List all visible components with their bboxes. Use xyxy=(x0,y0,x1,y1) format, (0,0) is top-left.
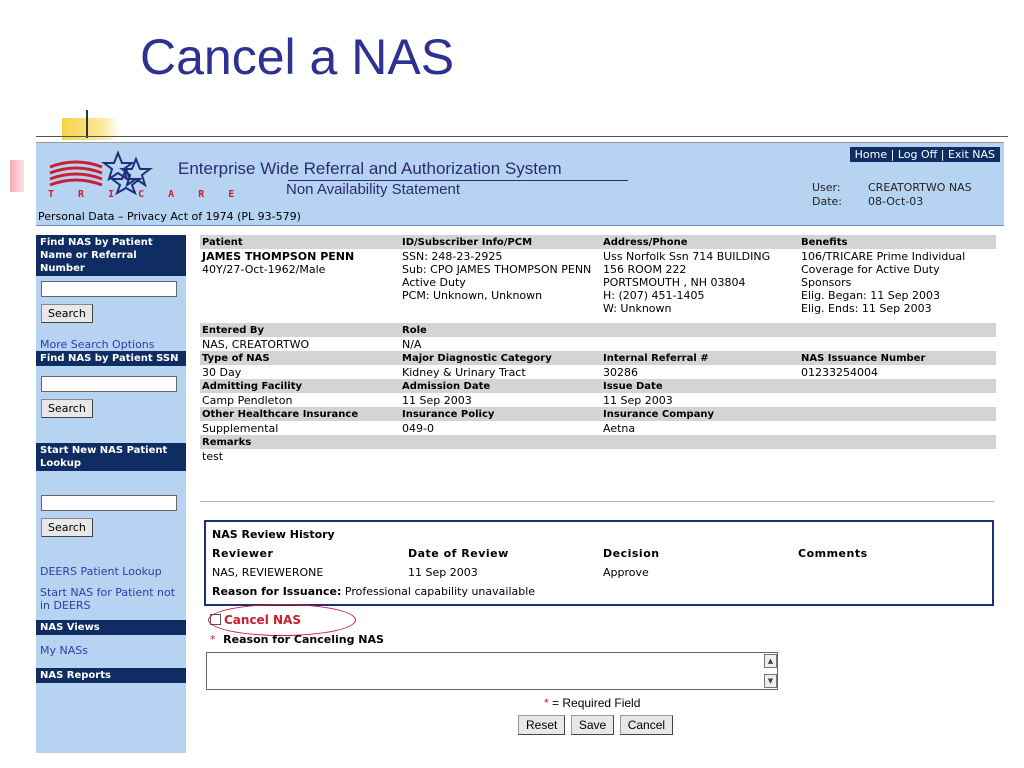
decorative-accent xyxy=(10,160,24,192)
table-row xyxy=(200,407,996,421)
internal-referral-header: Internal Referral # xyxy=(601,351,799,365)
system-subtitle: Non Availability Statement xyxy=(286,181,460,198)
address-line: 156 ROOM 222 xyxy=(603,263,687,276)
issue-date-header: Issue Date xyxy=(601,379,799,393)
type-header: Type of NAS xyxy=(200,351,400,365)
role-header: Role xyxy=(400,323,601,337)
id-header: ID/Subscriber Info/PCM xyxy=(400,235,601,249)
table-row xyxy=(200,365,996,379)
ohi-value: Supplemental xyxy=(202,422,279,435)
system-title: Enterprise Wide Referral and Authorization System xyxy=(178,159,562,178)
review-history-panel xyxy=(204,520,994,606)
role-value: N/A xyxy=(402,338,422,351)
user-value: CREATORTWO NAS xyxy=(868,181,972,194)
table-row xyxy=(200,249,996,323)
table-row xyxy=(200,421,996,435)
patient-lookup-button[interactable]: Search xyxy=(41,518,93,537)
required-field-note: * = Required Field xyxy=(544,696,641,710)
issue-date-value: 11 Sep 2003 xyxy=(603,394,673,407)
eligibility-ends: Elig. Ends: 11 Sep 2003 xyxy=(801,302,932,315)
comments-column-header: Comments xyxy=(798,547,868,560)
entered-by-header: Entered By xyxy=(200,323,400,337)
ssn-search-button[interactable]: Search xyxy=(41,399,93,418)
company-header: Insurance Company xyxy=(601,407,799,421)
decision-column-header: Decision xyxy=(603,547,660,560)
user-label: User: xyxy=(812,181,841,194)
work-phone: W: Unknown xyxy=(603,302,672,315)
table-row xyxy=(200,235,996,249)
deers-lookup-link[interactable]: DEERS Patient Lookup xyxy=(40,565,162,578)
reviewer-column-header: Reviewer xyxy=(212,547,274,560)
find-by-name-heading: Find NAS by Patient Name or Referral Number xyxy=(36,235,186,276)
policy-header: Insurance Policy xyxy=(400,407,601,421)
table-row xyxy=(200,337,996,351)
start-new-nas-heading: Start New NAS Patient Lookup xyxy=(36,443,186,471)
issuance-reason xyxy=(212,585,535,598)
sidebar xyxy=(36,235,186,753)
issuance-reason-value: Professional capability unavailable xyxy=(344,585,536,598)
mdc-value: Kidney & Urinary Tract xyxy=(402,366,526,379)
scroll-up-icon[interactable]: ▲ xyxy=(764,654,777,668)
pcm-value: PCM: Unknown, Unknown xyxy=(402,289,543,302)
nas-views-heading: NAS Views xyxy=(36,620,186,635)
duty-value: Active Duty xyxy=(402,276,466,289)
cancel-reason-label: * Reason for Canceling NAS xyxy=(210,633,384,646)
nas-reports-heading: NAS Reports xyxy=(36,668,186,683)
facility-value: Camp Pendleton xyxy=(202,394,293,407)
type-value: 30 Day xyxy=(202,366,242,379)
address-header: Address/Phone xyxy=(601,235,799,249)
my-nass-link[interactable]: My NASs xyxy=(40,644,88,657)
find-by-ssn-heading: Find NAS by Patient SSN xyxy=(36,351,186,366)
benefits-line: Sponsors xyxy=(801,276,852,289)
cancel-nas-option[interactable] xyxy=(210,613,301,627)
name-search-button[interactable]: Search xyxy=(41,304,93,323)
issuance-reason-label: Reason for Issuance: xyxy=(212,585,342,598)
tricare-wordmark: T R I C A R E xyxy=(48,189,244,200)
application-window xyxy=(36,142,1004,753)
main-content xyxy=(200,235,1000,732)
mdc-header: Major Diagnostic Category xyxy=(400,351,601,365)
cancel-button[interactable]: Cancel xyxy=(620,715,673,735)
section-divider xyxy=(200,501,994,502)
address-line: Uss Norfolk Ssn 714 BUILDING xyxy=(603,250,771,263)
admission-value: 11 Sep 2003 xyxy=(402,394,472,407)
top-navigation: Home | Log Off | Exit NAS xyxy=(850,147,1000,162)
review-date-value: 11 Sep 2003 xyxy=(408,566,478,579)
ssn-search-input[interactable] xyxy=(41,376,177,392)
textarea-scrollbar[interactable] xyxy=(763,653,777,689)
home-phone: H: (207) 451-1405 xyxy=(603,289,705,302)
date-column-header: Date of Review xyxy=(408,547,509,560)
patient-lookup-input[interactable] xyxy=(41,495,177,511)
table-row xyxy=(200,449,996,463)
table-row xyxy=(200,379,996,393)
start-nas-not-in-deers-link[interactable]: Start NAS for Patient not in DEERS xyxy=(40,586,176,612)
decorative-line xyxy=(86,110,88,138)
remarks-header: Remarks xyxy=(200,435,996,449)
save-button[interactable]: Save xyxy=(571,715,614,735)
scroll-down-icon[interactable]: ▼ xyxy=(764,674,777,688)
benefits-header: Benefits xyxy=(799,235,996,249)
benefits-line: Coverage for Active Duty xyxy=(801,263,940,276)
benefits-line: 106/TRICARE Prime Individual xyxy=(801,250,966,263)
table-row xyxy=(200,435,996,449)
eligibility-began: Elig. Began: 11 Sep 2003 xyxy=(801,289,940,302)
admission-header: Admission Date xyxy=(400,379,601,393)
ssn-value: SSN: 248-23-2925 xyxy=(402,250,503,263)
cancel-nas-label: Cancel NAS xyxy=(224,613,301,627)
form-actions xyxy=(518,715,675,735)
facility-header: Admitting Facility xyxy=(200,379,400,393)
reset-button[interactable]: Reset xyxy=(518,715,565,735)
logoff-link[interactable]: Log Off xyxy=(897,148,938,161)
patient-demographics: 40Y/27-Oct-1962/Male xyxy=(202,263,326,276)
app-header xyxy=(36,143,1004,226)
sponsor-value: Sub: CPO JAMES THOMPSON PENN xyxy=(402,263,592,276)
home-link[interactable]: Home xyxy=(854,148,888,161)
more-search-options-link[interactable]: More Search Options xyxy=(40,338,155,351)
date-label: Date: xyxy=(812,195,842,208)
date-value: 08-Oct-03 xyxy=(868,195,924,208)
reviewer-value: NAS, REVIEWERONE xyxy=(212,566,324,579)
required-asterisk: * xyxy=(210,633,216,646)
slide-title: Cancel a NAS xyxy=(140,29,455,85)
name-search-input[interactable] xyxy=(41,281,177,297)
entered-by-value: NAS, CREATORTWO xyxy=(202,338,310,351)
patient-details-table xyxy=(200,235,996,463)
internal-referral-value: 30286 xyxy=(603,366,638,379)
ohi-header: Other Healthcare Insurance xyxy=(200,407,400,421)
policy-value: 049-0 xyxy=(402,422,434,435)
issuance-number-value: 01233254004 xyxy=(801,366,878,379)
exit-nas-link[interactable]: Exit NAS xyxy=(947,148,995,161)
table-row xyxy=(200,393,996,407)
tricare-logo-icon xyxy=(46,149,174,209)
review-history-title: NAS Review History xyxy=(212,528,335,541)
table-row xyxy=(200,351,996,365)
privacy-notice: Personal Data – Privacy Act of 1974 (PL 93-579) xyxy=(38,210,301,223)
highlight-ellipse xyxy=(208,604,356,636)
address-line: PORTSMOUTH , NH 03804 xyxy=(603,276,746,289)
cancel-reason-textarea[interactable] xyxy=(206,652,778,690)
user-info xyxy=(812,181,972,209)
decision-value: Approve xyxy=(603,566,649,579)
patient-name: JAMES THOMPSON PENN xyxy=(202,250,355,263)
title-divider xyxy=(36,136,1008,137)
remarks-value: test xyxy=(202,450,224,463)
table-row xyxy=(200,323,996,337)
patient-header: Patient xyxy=(200,235,400,249)
issuance-number-header: NAS Issuance Number xyxy=(799,351,996,365)
company-value: Aetna xyxy=(603,422,636,435)
